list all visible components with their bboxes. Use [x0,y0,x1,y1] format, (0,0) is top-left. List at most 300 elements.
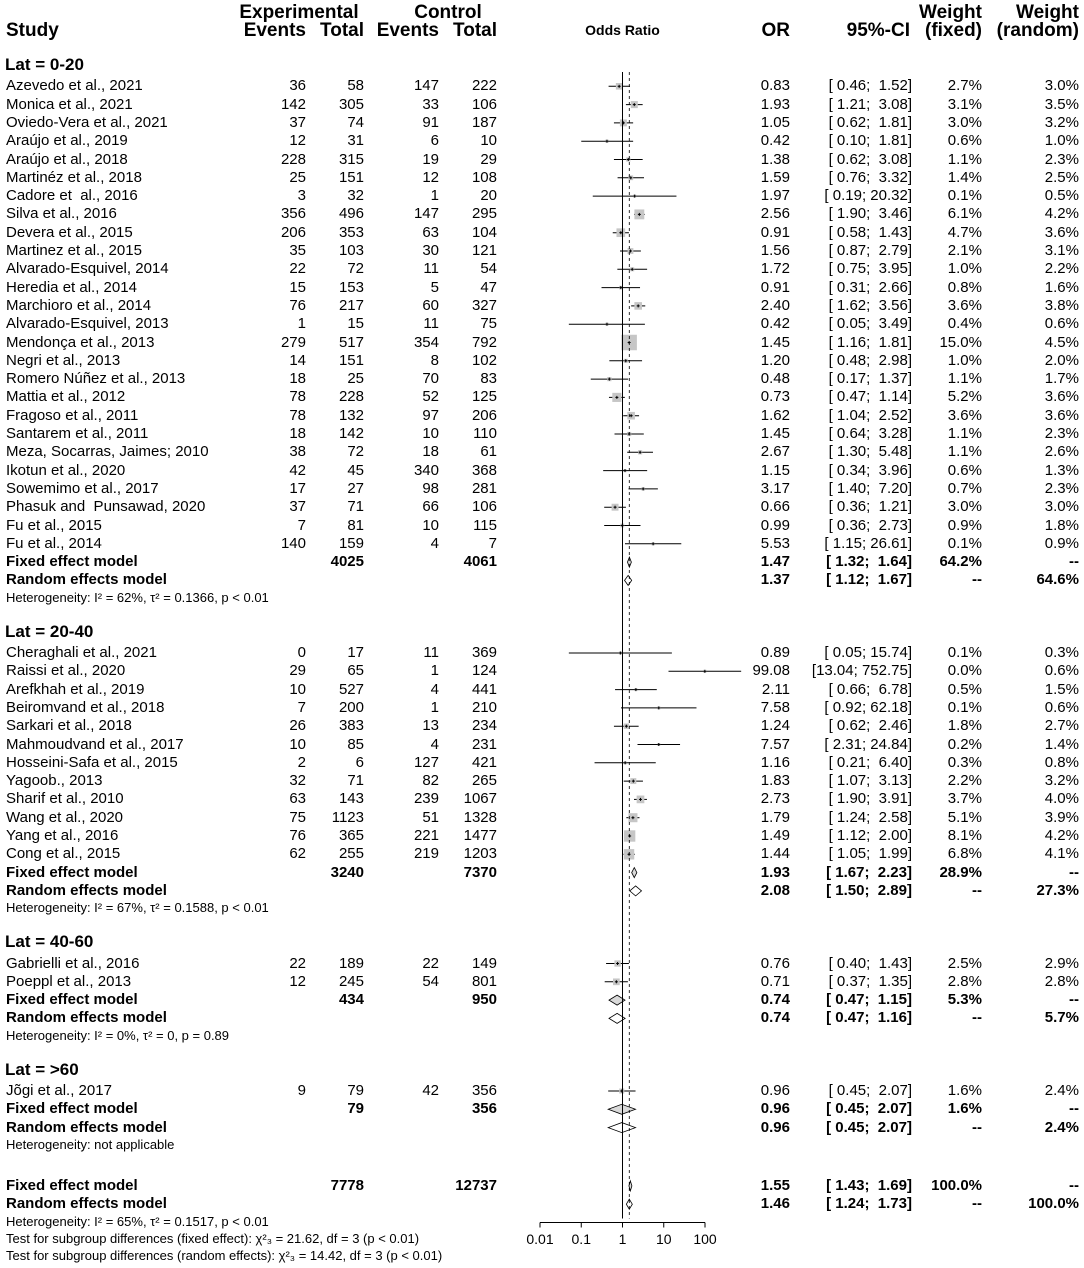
study-or: 1.97 [760,187,790,205]
fixed-e-total: 4025 [330,553,364,571]
study-w-fixed: 3.0% [947,498,982,516]
study-c-events: 19 [422,150,439,168]
study-w-fixed: 0.1% [947,187,982,205]
study-name: Devera et al., 2015 [6,223,133,241]
study-ci: [ 0.46; 1.52] [828,77,912,95]
study-or: 0.83 [760,77,790,95]
study-e-total: 27 [347,479,364,497]
header-weight-fixed: Weight [919,2,982,23]
study-ci: [ 0.75; 3.95] [828,260,912,278]
study-ci: [ 1.90; 3.46] [828,205,912,223]
study-e-events: 18 [289,425,306,442]
study-name: Araújo et al., 2019 [6,132,128,150]
study-e-events: 12 [289,132,306,150]
study-c-events: 4 [430,534,439,552]
study-name: Mahmoudvand et al., 2017 [6,735,184,753]
study-w-random: 2.6% [1044,443,1079,461]
header-exp-events: Events [243,20,306,41]
random-w-random: 5.7% [1044,1009,1079,1027]
study-e-total: 31 [347,132,364,150]
study-or: 1.45 [760,425,790,442]
overall-fixed-or: 1.55 [760,1176,790,1194]
fixed-w-fixed: 5.3% [947,991,982,1009]
fixed-c-total: 4061 [463,553,497,571]
study-c-events: 42 [422,1082,439,1099]
study-w-random: 3.5% [1044,95,1079,113]
study-or: 0.42 [760,315,790,333]
random-ci: [ 1.50; 2.89] [826,881,912,899]
study-or: 0.66 [760,498,790,516]
study-e-events: 142 [280,95,306,113]
study-ci: [ 0.17; 1.37] [828,370,912,388]
study-w-fixed: 0.5% [947,680,982,698]
study-c-events: 4 [430,680,439,698]
study-ci: [ 0.58; 1.43] [828,223,912,241]
study-w-fixed: 0.9% [947,516,982,534]
study-c-total: 149 [471,954,497,972]
study-ci: [ 0.47; 1.14] [828,388,912,406]
study-c-total: 421 [471,753,497,771]
study-or: 1.45 [760,333,790,351]
study-c-events: 147 [413,77,439,95]
study-ci: [ 0.92; 62.18] [824,698,912,716]
study-c-total: 1203 [463,845,497,863]
study-c-events: 63 [422,223,439,241]
study-ci: [ 0.64; 3.28] [828,425,912,442]
random-or: 0.96 [760,1118,790,1136]
study-e-total: 151 [338,351,364,369]
study-w-random: 4.0% [1044,790,1079,808]
study-w-fixed: 5.1% [947,808,982,826]
study-ci: [ 0.40; 1.43] [828,954,912,972]
overall-fixed-c-total: 12737 [455,1176,497,1194]
study-c-total: 47 [480,278,497,296]
random-or: 2.08 [760,881,790,899]
study-w-random: 1.5% [1044,680,1079,698]
study-name: Sowemimo et al., 2017 [6,479,159,497]
study-e-total: 72 [347,443,364,461]
study-c-total: 7 [488,534,497,552]
study-name: Gabrielli et al., 2016 [6,954,140,972]
overall-fixed-e-total: 7778 [330,1176,364,1194]
fixed-diamond [608,1104,635,1114]
x-tick-label: 0.1 [571,1230,591,1247]
study-c-total: 10 [480,132,497,150]
study-w-random: 2.7% [1044,717,1079,735]
study-e-total: 217 [338,296,364,314]
study-ci: [ 1.90; 3.91] [828,790,912,808]
study-or: 1.38 [760,150,790,168]
study-e-events: 15 [289,278,306,296]
study-ci: [ 1.16; 1.81] [828,333,912,351]
study-c-total: 54 [480,260,497,278]
study-e-events: 140 [280,534,306,552]
study-c-total: 265 [471,772,497,790]
study-ci: [ 0.05; 3.49] [828,315,912,333]
study-ci: [13.04; 752.75] [811,662,912,680]
study-or: 0.48 [760,370,790,388]
study-w-fixed: 1.1% [947,425,982,442]
study-c-total: 1328 [463,808,497,826]
study-or: 1.72 [760,260,790,278]
study-or: 2.40 [760,296,790,314]
study-or: 0.71 [760,972,790,990]
random-ci: [ 0.45; 2.07] [826,1118,912,1136]
study-name: Arefkhah et al., 2019 [6,680,145,698]
study-name: Cheraghali et al., 2021 [6,644,157,661]
study-w-random: 1.6% [1044,278,1079,296]
study-ci: [ 0.36; 1.21] [828,498,912,516]
study-or: 2.56 [760,205,790,223]
fixed-or: 0.74 [760,991,790,1009]
study-e-events: 75 [289,808,306,826]
study-w-random: 2.0% [1044,351,1079,369]
study-or: 1.59 [760,168,790,186]
study-w-fixed: 2.7% [947,77,982,95]
study-c-total: 125 [471,388,497,406]
study-e-events: 42 [289,461,306,479]
random-ci: [ 1.12; 1.67] [826,571,912,589]
study-name: Fu et al., 2015 [6,516,102,534]
study-w-random: 3.2% [1044,113,1079,131]
study-or: 1.44 [760,845,790,863]
study-e-events: 0 [297,644,306,661]
study-w-fixed: 8.1% [947,827,982,844]
study-w-random: 3.6% [1044,406,1079,424]
study-or: 5.53 [760,534,790,552]
random-w-random: 64.6% [1036,571,1079,589]
study-e-events: 37 [289,113,306,131]
study-c-events: 97 [422,406,439,424]
study-name: Mattia et al., 2012 [6,388,126,406]
study-ci: [ 0.37; 1.35] [828,972,912,990]
fixed-c-total: 950 [471,991,497,1009]
study-name: Poeppl et al., 2013 [6,972,132,990]
fixed-e-total: 79 [347,1100,364,1118]
random-w-fixed: -- [972,881,982,899]
study-c-events: 51 [422,808,439,826]
study-name: Cong et al., 2015 [6,845,121,863]
study-w-random: 0.9% [1044,534,1079,552]
header-exp-total: Total [320,20,364,41]
study-c-total: 187 [471,113,497,131]
random-or: 1.37 [760,571,790,589]
study-w-random: 2.5% [1044,168,1079,186]
overall-fixed-ci: [ 1.43; 1.69] [826,1176,912,1194]
study-name: Romero Núñez et al., 2013 [6,370,186,388]
random-model-label: Random effects model [6,571,167,589]
study-name: Santarem et al., 2011 [6,425,149,442]
heterogeneity-text: Heterogeneity: I² = 0%, τ² = 0, p = 0.89 [6,1027,230,1043]
study-e-total: 228 [338,388,364,406]
study-w-fixed: 0.1% [947,644,982,661]
study-or: 1.62 [760,406,790,424]
fixed-ci: [ 0.47; 1.15] [826,991,912,1009]
study-w-random: 0.6% [1044,315,1079,333]
study-c-events: 221 [413,827,439,844]
study-w-random: 2.3% [1044,479,1079,497]
study-w-fixed: 3.6% [947,406,982,424]
study-name: Jõgi et al., 2017 [6,1082,112,1099]
overall-fixed-label: Fixed effect model [6,1176,138,1194]
study-w-fixed: 15.0% [939,333,982,351]
study-name: Sharif et al., 2010 [6,790,124,808]
study-c-events: 127 [413,753,439,771]
study-w-fixed: 1.6% [947,1082,982,1099]
random-w-random: 2.4% [1044,1118,1079,1136]
study-e-total: 353 [338,223,364,241]
study-c-events: 91 [422,113,439,131]
study-or: 7.58 [760,698,790,716]
study-e-total: 103 [338,242,364,259]
study-c-total: 106 [471,95,497,113]
study-c-events: 12 [422,168,439,186]
study-w-random: 2.8% [1044,972,1079,990]
study-w-fixed: 2.5% [947,954,982,972]
overall-fixed-w-fixed: 100.0% [931,1176,982,1194]
study-w-fixed: 3.1% [947,95,982,113]
study-c-events: 239 [413,790,439,808]
header-random: (random) [996,20,1079,41]
study-name: Martinez et al., 2015 [6,242,142,259]
study-or: 2.67 [760,443,790,461]
fixed-c-total: 7370 [463,863,497,881]
header-weight-random: Weight [1016,2,1079,23]
study-c-events: 147 [413,205,439,223]
study-name: Hosseini-Safa et al., 2015 [6,753,178,771]
study-name: Alvarado-Esquivel, 2013 [6,315,169,333]
study-w-fixed: 0.3% [947,753,982,771]
study-ci: [ 0.76; 3.32] [828,168,912,186]
study-w-fixed: 0.8% [947,278,982,296]
study-c-total: 29 [480,150,497,168]
x-tick-label: 100 [693,1230,717,1247]
study-name: Alvarado-Esquivel, 2014 [6,260,169,278]
study-e-events: 78 [289,388,306,406]
study-ci: [ 0.66; 6.78] [828,680,912,698]
study-w-fixed: 6.8% [947,845,982,863]
study-w-random: 4.5% [1044,333,1079,351]
study-c-events: 5 [430,278,439,296]
study-e-total: 85 [347,735,364,753]
study-or: 1.24 [760,717,790,735]
study-c-total: 121 [471,242,497,259]
study-or: 1.16 [760,753,790,771]
study-ci: [ 1.30; 5.48] [828,443,912,461]
study-name: Azevedo et al., 2021 [6,77,143,95]
study-w-fixed: 1.4% [947,168,982,186]
study-e-events: 2 [297,753,306,771]
study-w-fixed: 4.7% [947,223,982,241]
study-c-events: 354 [413,333,439,351]
study-c-events: 22 [422,954,439,972]
study-c-events: 66 [422,498,439,516]
header-fixed: (fixed) [925,20,982,41]
study-or: 0.42 [760,132,790,150]
fixed-e-total: 434 [338,991,364,1009]
study-c-events: 4 [430,735,439,753]
study-e-events: 22 [289,954,306,972]
study-w-fixed: 0.0% [947,662,982,680]
study-w-random: 0.6% [1044,662,1079,680]
study-e-total: 189 [338,954,364,972]
study-c-total: 295 [471,205,497,223]
study-w-random: 2.3% [1044,425,1079,442]
study-w-random: 2.3% [1044,150,1079,168]
study-w-random: 4.1% [1044,845,1079,863]
study-e-events: 25 [289,168,306,186]
study-or: 1.20 [760,351,790,369]
study-e-total: 517 [338,333,364,351]
study-e-events: 38 [289,443,306,461]
heterogeneity-text: Heterogeneity: I² = 62%, τ² = 0.1366, p < 0.01 [6,589,269,605]
overall-random-ci: [ 1.24; 1.73] [826,1195,912,1213]
random-diamond [625,575,632,585]
overall-random-or: 1.46 [760,1195,790,1213]
study-e-total: 132 [338,406,364,424]
study-c-events: 60 [422,296,439,314]
study-ci: [ 0.05; 15.74] [824,644,912,661]
study-e-events: 10 [289,735,306,753]
study-w-fixed: 3.7% [947,790,982,808]
overall-fixed-w-random: -- [1069,1176,1079,1194]
study-w-fixed: 0.2% [947,735,982,753]
study-e-total: 79 [347,1082,364,1099]
study-c-total: 801 [471,972,497,990]
study-w-random: 3.2% [1044,772,1079,790]
study-e-events: 78 [289,406,306,424]
study-w-random: 1.7% [1044,370,1079,388]
study-e-events: 36 [289,77,306,95]
study-c-events: 8 [430,351,439,369]
study-ci: [ 1.05; 1.99] [828,845,912,863]
study-ci: [ 0.31; 2.66] [828,278,912,296]
study-e-total: 74 [347,113,364,131]
study-w-random: 0.5% [1044,187,1079,205]
study-e-events: 356 [280,205,306,223]
study-e-total: 365 [338,827,364,844]
fixed-w-random: -- [1069,863,1079,881]
fixed-model-label: Fixed effect model [6,863,138,881]
study-ci: [ 0.36; 2.73] [828,516,912,534]
study-c-total: 1067 [463,790,497,808]
study-or: 1.56 [760,242,790,259]
study-e-total: 81 [347,516,364,534]
study-ci: [ 0.34; 3.96] [828,461,912,479]
study-e-total: 305 [338,95,364,113]
study-w-fixed: 3.0% [947,113,982,131]
test-fixed: Test for subgroup differences (fixed effect): χ²₃ = 21.62, df = 3 (p < 0.01) [6,1230,420,1246]
random-ci: [ 0.47; 1.16] [826,1009,912,1027]
study-w-random: 3.9% [1044,808,1079,826]
study-w-random: 3.6% [1044,388,1079,406]
study-e-events: 29 [289,662,306,680]
study-e-total: 153 [338,278,364,296]
study-c-total: 104 [471,223,497,241]
study-ci: [ 1.40; 7.20] [828,479,912,497]
study-w-random: 1.0% [1044,132,1079,150]
study-w-random: 3.0% [1044,77,1079,95]
random-w-fixed: -- [972,571,982,589]
study-w-random: 4.2% [1044,205,1079,223]
study-c-total: 281 [471,479,497,497]
study-or: 1.05 [760,113,790,131]
study-e-events: 206 [280,223,306,241]
subgroup-label: Lat = 20-40 [5,621,94,641]
random-diamond [630,886,642,896]
study-w-random: 1.4% [1044,735,1079,753]
study-w-fixed: 3.6% [947,296,982,314]
study-ci: [ 0.87; 2.79] [828,242,912,259]
study-w-random: 2.9% [1044,954,1079,972]
study-e-total: 527 [338,680,364,698]
study-name: Yagoob., 2013 [6,772,103,790]
study-w-fixed: 0.6% [947,132,982,150]
study-name: Wang et al., 2020 [6,808,124,826]
study-e-total: 32 [347,187,364,205]
study-c-total: 206 [471,406,497,424]
study-name: Mendonça et al., 2013 [6,333,155,351]
header-ci: 95%-CI [846,20,910,41]
random-w-fixed: -- [972,1009,982,1027]
study-w-fixed: 0.7% [947,479,982,497]
study-c-total: 108 [471,168,497,186]
heterogeneity-text: Heterogeneity: not applicable [6,1136,175,1152]
study-name: Sarkari et al., 2018 [6,717,132,735]
study-e-events: 14 [289,351,306,369]
fixed-model-label: Fixed effect model [6,1100,138,1118]
fixed-e-total: 3240 [330,863,364,881]
study-c-total: 110 [473,425,497,442]
study-c-events: 13 [422,717,439,735]
study-e-total: 65 [347,662,364,680]
study-w-random: 0.6% [1044,698,1079,716]
study-e-total: 142 [338,425,364,442]
study-w-fixed: 1.8% [947,717,982,735]
study-or: 1.15 [760,461,790,479]
study-e-events: 32 [289,772,306,790]
study-or: 0.76 [760,954,790,972]
study-w-fixed: 1.1% [947,150,982,168]
study-or: 0.91 [760,223,790,241]
study-w-fixed: 0.1% [947,698,982,716]
study-w-fixed: 0.6% [947,461,982,479]
study-or: 2.11 [761,680,790,698]
study-w-random: 2.4% [1044,1082,1079,1099]
fixed-or: 1.47 [760,553,790,571]
study-w-fixed: 2.1% [947,242,982,259]
study-c-events: 52 [422,388,439,406]
study-c-events: 70 [422,370,439,388]
study-c-events: 10 [422,425,439,442]
study-ci: [ 0.10; 1.81] [828,132,912,150]
study-ci: [ 1.04; 2.52] [828,406,912,424]
fixed-w-fixed: 64.2% [939,553,982,571]
study-e-events: 228 [280,150,306,168]
header-study: Study [6,20,59,41]
study-c-events: 11 [423,260,439,278]
overall-random-w-random: 100.0% [1028,1195,1079,1213]
study-e-events: 76 [289,827,306,844]
study-e-events: 12 [289,972,306,990]
study-c-total: 124 [471,662,497,680]
study-name: Silva et al., 2016 [6,205,117,223]
study-e-total: 25 [347,370,364,388]
study-c-events: 1 [430,698,439,716]
study-ci: [ 0.62; 1.81] [828,113,912,131]
study-w-random: 1.3% [1044,461,1079,479]
subgroup-label: Lat = >60 [5,1059,79,1079]
